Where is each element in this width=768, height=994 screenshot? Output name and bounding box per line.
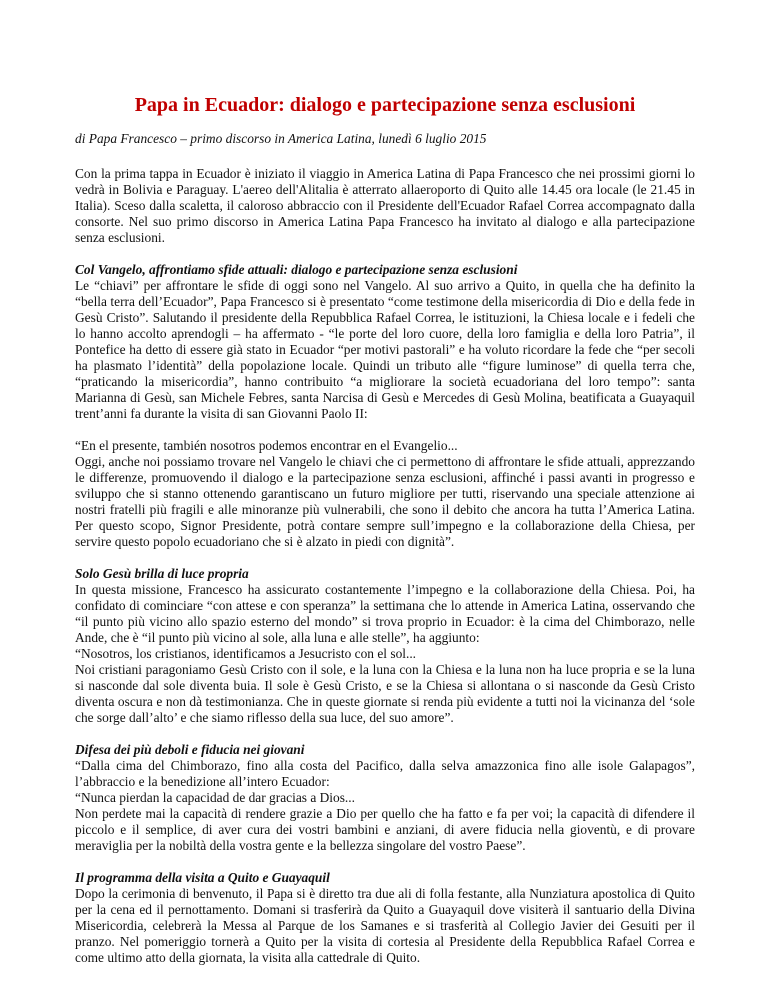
section-body: Le “chiavi” per affrontare le sfide di oggi sono nel Vangelo. Al suo arrivo a Quito, in quella che ha definito la “bella terra dell’Ecuador”, Papa Francesco si è presentato “come testimone della misericordia di Dio e della fede in Gesù Cristo”. Salutando il presidente della Repubblica Rafael Correa, le istituzioni, la Chiesa locale e i fedeli che lo hanno accolto aprendogli – ha affermato - “le porte del loro cuore, della loro famiglia e della loro Patria”, il Pontefice ha detto di essere già stato in Ecuador “per motivi pastorali” e ha voluto ricordare la fede che “per secoli ha plasmato l’identità” della popolazione locale. Quindi un tributo alle “figure luminose” di quella terra che, “praticando la misericordia”, hanno contribuito “a migliorare la società ecuadoriana del loro tempo”: santa Marianna di Gesù, san Michele Febres, santa Narcisa di Gesù e Mercedes di Gesù Molina, beatificata a Guayaquil trent’anni fa durante la visita di san Giovanni Paolo II:: [75, 278, 695, 421]
section-body: “Dalla cima del Chimborazo, fino alla costa del Pacifico, dalla selva amazzonica fino alle isole Galapagos”, l’abbraccio e la benedizione all’intero Ecuador:: [75, 758, 695, 789]
quote-lead: “Nosotros, los cristianos, identificamos a Jesucristo con el sol...: [75, 646, 417, 661]
article: [75, 93, 695, 966]
paragraph-gap: [75, 854, 695, 870]
article-title: Papa in Ecuador: dialogo e partecipazione senza esclusioni: [134, 94, 636, 116]
section-body: Dopo la cerimonia di benvenuto, il Papa si è diretto tra due ali di folla festante, alla Nunziatura apostolica di Quito per la cena ed il pernottamento. Domani si trasferirà da Quito a Guayaquil dove visiterà il santuario della Divina Misericordia, celebrerà la Messa al Parque de los Samanes e si trasferità al Collegio Javier dei Gesuiti per il pranzo. Nel pomeriggio tornerà a Quito per la visita di cortesia al Presidente della Repubblica Rafael Correa e come ultimo atto della giornata, la visita alla cattedrale di Quito.: [75, 886, 695, 965]
quote-body: Noi cristiani paragoniamo Gesù Cristo con il sole, e la luna con la Chiesa e la luna non ha luce propria e se la luna si nasconde dal sole diventa buia. Il sole è Gesù Cristo, e se la Chiesa si allontana o si nasconde da Gesù Cristo diventa oscura e non dà testimonianza. Che in queste giornate si renda più evidente a tutti noi la vicinanza del ‘sole che sorge dall’alto’ e che siamo riflesso della sua luce, del suo amore”.: [75, 662, 695, 725]
intro-paragraph: Con la prima tappa in Ecuador è iniziato il viaggio in America Latina di Papa Francesco che nei prossimi giorni lo vedrà in Bolivia e Paraguay. L'aereo dell'Alitalia è atterrato allaeroporto di Quito alle 14.45 ora locale (le 21.45 in Italia). Sceso dalla scaletta, il caloroso abbraccio con il Presidente dell'Ecuador Rafael Correa accompagnato dalla consorte. Nel suo primo discorso in America Latina Papa Francesco ha invitato al dialogo e alla partecipazione senza esclusioni.: [75, 166, 695, 245]
quote-lead: “Nunca pierdan la capacidad de dar gracias a Dios...: [75, 790, 355, 805]
section-heading: Solo Gesù brilla di luce propria: [75, 566, 249, 581]
section-heading: Difesa dei più deboli e fiducia nei giovani: [75, 742, 305, 757]
article-byline: di Papa Francesco – primo discorso in America Latina, lunedì 6 luglio 2015: [75, 131, 487, 146]
quote-lead: “En el presente, también nosotros podemos encontrar en el Evangelio...: [75, 438, 458, 453]
paragraph-gap: [75, 422, 695, 438]
paragraph-gap: [75, 246, 695, 262]
section-heading: Col Vangelo, affrontiamo sfide attuali: dialogo e partecipazione senza esclusioni: [75, 262, 518, 277]
quote-body: Oggi, anche noi possiamo trovare nel Vangelo le chiavi che ci permettono di affrontare le sfide attuali, apprezzando le differenze, promuovendo il dialogo e la partecipazione senza esclusioni, affinché i passi avanti in progresso e sviluppo che si stanno ottenendo garantiscano un futuro migliore per tutti, riservando una speciale attenzione ai nostri fratelli più fragili e alle minoranze più vulnerabili, che sono il debito che ancora ha tutta l’America Latina. Per questo scopo, Signor Presidente, potrà contare sempre sull’impegno e la collaborazione della Chiesa, per servire questo popolo ecuadoriano che si è alzato in piedi con dignità”.: [75, 454, 695, 549]
section-body: In questa missione, Francesco ha assicurato costantemente l’impegno e la collaborazione della Chiesa. Poi, ha confidato di cominciare “con attese e con speranza” la settimana che lo attende in America Latina, osservando che “il punto più vicino allo spazio esterno del mondo” si trova proprio in Ecuador: è la cima del Chimborazo, nelle Ande, che è “il punto più vicino al sole, alla luna e alle stelle”, ha aggiunto:: [75, 582, 695, 645]
section-heading: Il programma della visita a Quito e Guayaquil: [75, 870, 330, 885]
quote-body: Non perdete mai la capacità di rendere grazie a Dio per quello che ha fatto e fa per voi; la capacità di difendere il piccolo e il semplice, di aver cura dei vostri bambini e anziani, di avere fiducia nella gioventù, e di provare meraviglia per la nobiltà della vostra gente e la bellezza singolare del vostro Paese”.: [75, 806, 695, 853]
paragraph-gap: [75, 550, 695, 566]
paragraph-gap: [75, 726, 695, 742]
